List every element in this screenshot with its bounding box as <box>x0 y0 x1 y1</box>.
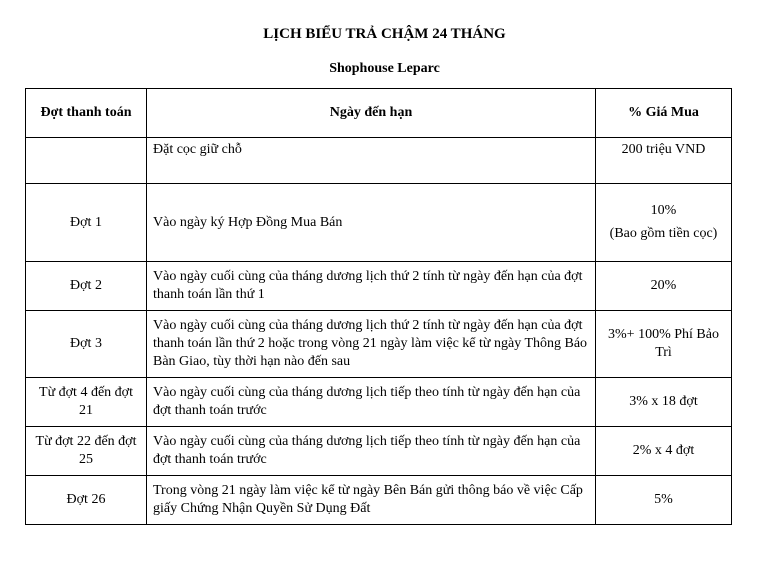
price-cell: 3% x 18 đợt <box>596 378 732 427</box>
table-row <box>26 378 732 427</box>
table-header-row <box>26 89 732 138</box>
price-cell: 2% x 4 đợt <box>596 427 732 476</box>
price-value: 10% <box>650 203 677 218</box>
header-due-date: Ngày đến hạn <box>147 89 596 138</box>
payment-schedule-table <box>25 88 732 525</box>
installment-cell: Đợt 3 <box>26 311 147 378</box>
table-row <box>26 311 732 378</box>
price-cell: 5% <box>596 476 732 525</box>
price-cell: 200 triệu VND <box>596 138 732 184</box>
price-cell: 20% <box>596 262 732 311</box>
due-date-cell: Vào ngày cuối cùng của tháng dương lịch thứ 2 tính từ ngày đến hạn của đợt thanh toán lần thứ 2 hoặc trong vòng 21 ngày làm việc kể từ ngày Thông Báo Bàn Giao, tùy thời hạn nào đến sau <box>147 311 596 378</box>
installment-cell: Từ đợt 4 đến đợt 21 <box>26 378 147 427</box>
due-date-cell: Trong vòng 21 ngày làm việc kể từ ngày Bên Bán gửi thông báo về việc Cấp giấy Chứng Nhận Quyền Sử Dụng Đất <box>147 476 596 525</box>
installment-cell: Đợt 1 <box>26 184 147 262</box>
table-row <box>26 427 732 476</box>
installment-cell: Đợt 2 <box>26 262 147 311</box>
installment-cell: Đợt 26 <box>26 476 147 525</box>
header-price-percent: % Giá Mua <box>596 89 732 138</box>
document-title: LỊCH BIỂU TRẢ CHẬM 24 THÁNG <box>263 26 506 42</box>
installment-cell <box>26 138 147 184</box>
due-date-cell: Vào ngày cuối cùng của tháng dương lịch tiếp theo tính từ ngày đến hạn của đợt thanh toán trước <box>147 427 596 476</box>
due-date-cell: Vào ngày ký Hợp Đồng Mua Bán <box>147 184 596 262</box>
due-date-cell: Đặt cọc giữ chỗ <box>147 138 596 184</box>
due-date-cell: Vào ngày cuối cùng của tháng dương lịch tiếp theo tính từ ngày đến hạn của đợt thanh toán trước <box>147 378 596 427</box>
table-row <box>26 184 732 262</box>
price-note: (Bao gồm tiền cọc) <box>609 226 718 241</box>
due-date-cell: Vào ngày cuối cùng của tháng dương lịch thứ 2 tính từ ngày đến hạn của đợt thanh toán lần thứ 1 <box>147 262 596 311</box>
table-row <box>26 262 732 311</box>
price-cell: 3%+ 100% Phí Bảo Trì <box>596 311 732 378</box>
table-row <box>26 476 732 525</box>
table-row <box>26 138 732 184</box>
header-installment: Đợt thanh toán <box>26 89 147 138</box>
document-subtitle: Shophouse Leparc <box>329 61 440 76</box>
price-cell <box>596 184 732 262</box>
installment-cell: Từ đợt 22 đến đợt 25 <box>26 427 147 476</box>
